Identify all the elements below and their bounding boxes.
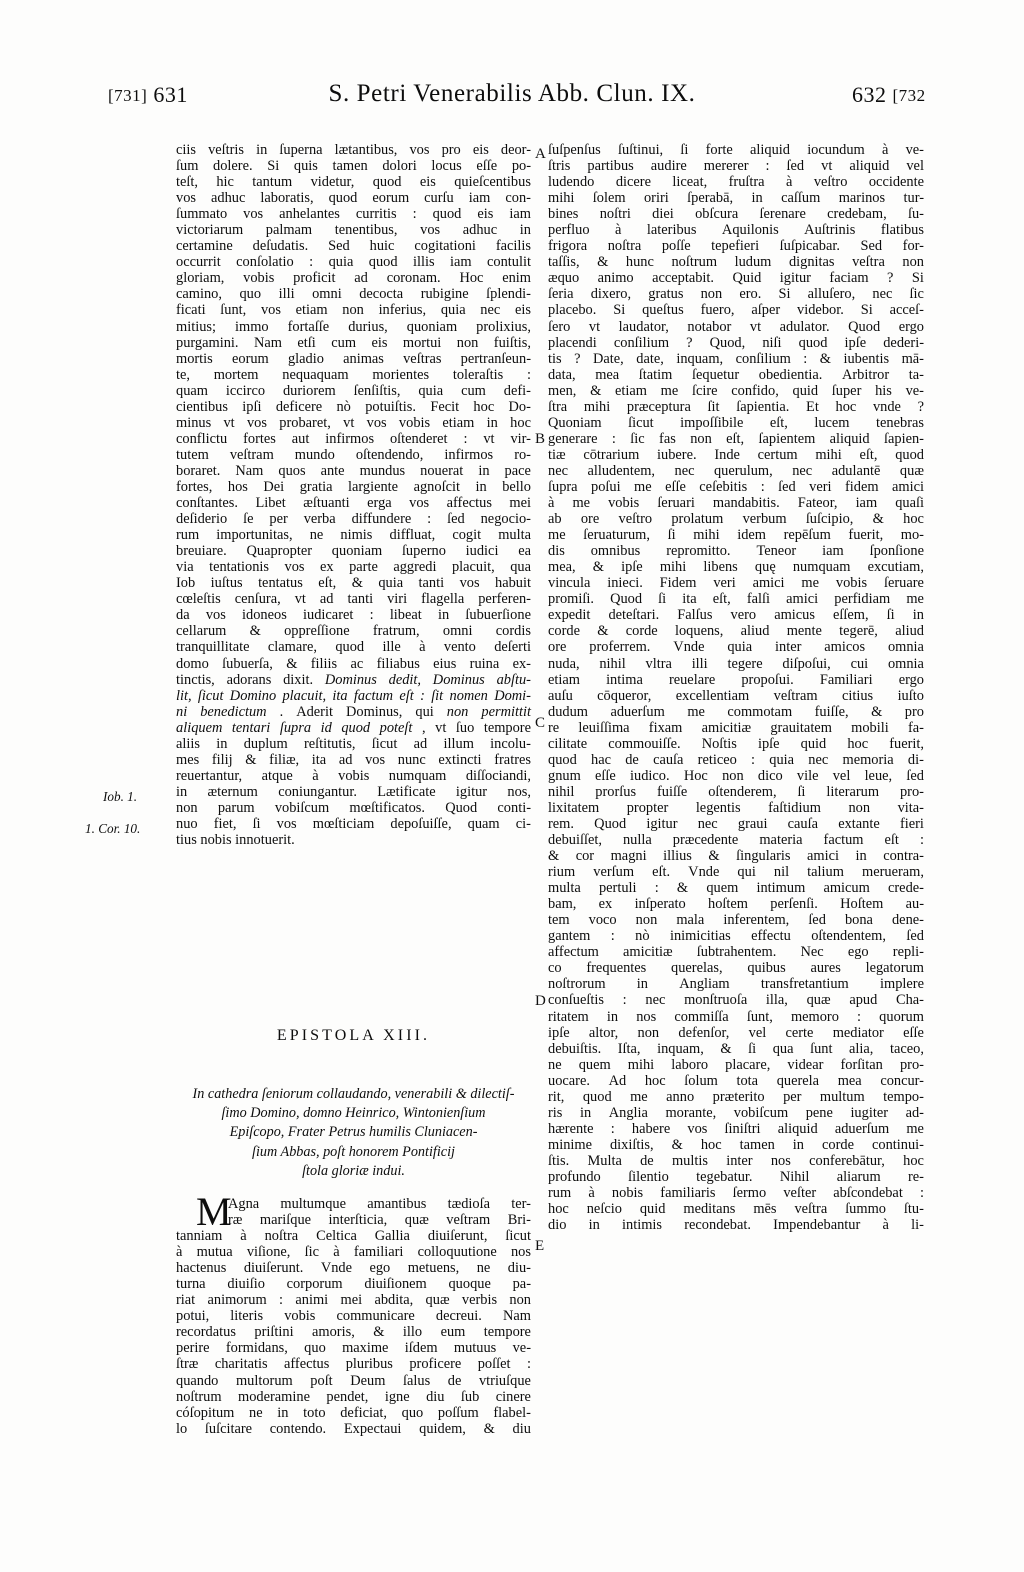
left-text-line: in æternum coniungantur. Lætificate igitur nos, xyxy=(176,783,531,800)
right-text-line: Quoniam ſicut impoſſibile eſt, lucem tenebras xyxy=(548,414,924,431)
left-text-line: tranquillitate clamare, quod ille à vento deſerti xyxy=(176,639,531,656)
quote-line-1: tinctis, adorans dixit. Dominus dedit, Dominus abſtu- xyxy=(176,671,531,688)
right-text-line: generare : ſic fas non eſt, ſapientem aliquid ſapien- xyxy=(548,430,924,447)
right-text-line: ris in Anglia morante, vobiſcum pene iugiter ad- xyxy=(548,1104,924,1121)
left-text-line: boraret. Nam quos ante mundus nouerat in pace xyxy=(176,462,531,479)
right-text-line: ſero vt laudator, notabor vt adulator. Quod ergo xyxy=(548,318,924,335)
section-mark-e: E xyxy=(535,1238,545,1254)
section-mark-a: A xyxy=(535,146,546,162)
left-text-line: gloriam, vobis proficit ad coronam. Hoc enim xyxy=(176,270,531,287)
left-text-line: certamine deſudatis. Sed huic cogitationi facilis xyxy=(176,238,531,255)
left-text-line: non parum vobiſcum mœſtificatos. Quod conti- xyxy=(176,799,531,816)
epistle-text-line: cóſopitum ne in toto deficiat, quo poſſum flabel- xyxy=(176,1404,531,1421)
quote-line-4: aliquem tentari ſupra id quod poteſt , vt ſuo tempore xyxy=(176,719,531,736)
right-text-line: tiæ cōtrarium iubere. Inde certum mihi eſt, quod xyxy=(548,446,924,463)
epistle-heading: EPISTOLA XIII. xyxy=(276,1027,431,1044)
epistle-subtitle xyxy=(172,1085,535,1181)
margin-ref-iob: Iob. 1. xyxy=(103,789,138,804)
epistle-text-line: quando multorum poſt Deum ſalus de vtriuſque xyxy=(176,1372,531,1389)
right-column-body xyxy=(548,142,924,1233)
right-text-line: hoc neſcio quid meditans mēs veſtra ſummo ſtu- xyxy=(548,1201,924,1218)
left-column xyxy=(176,142,531,848)
left-text-line: reuertantur, atque à vobis numquam diſſociandi, xyxy=(176,767,531,784)
epistle-text-line: à mutua viſione, ſic à familiari colloquutione nos xyxy=(176,1244,531,1261)
left-text-line: conſtantes. Libet æſtuanti erga vos affectus mei xyxy=(176,495,531,512)
right-text-line: affectum amicitiæ ſubtrahentem. Nec ego repli- xyxy=(548,944,924,961)
epistle-text-line: turna diuiſio corporum diuiſionem quoque pa- xyxy=(176,1276,531,1293)
left-text-line: mortis eorum gladio animas veſtras pertranſeun- xyxy=(176,350,531,367)
right-text-line: multa pertuli : & quem intimum amicum crede- xyxy=(548,880,924,897)
right-text-line: lixitatem propter legentis faſtidium non vita- xyxy=(548,799,924,816)
right-text-line: ſupra poſui me eſſe ceſebitis : ſed veri fidem amici xyxy=(548,478,924,495)
right-text-line: dio in intimis recondebat. Impendebantur à li- xyxy=(548,1217,924,1234)
left-text-line: minus vt vos probaret, vt vos vobis etiam in hoc xyxy=(176,414,531,431)
epistle-subtitle-line: Epiſcopo, Frater Petrus humilis Cluniacen- xyxy=(229,1124,478,1141)
left-text-line: breuiare. Quapropter quoniam ſuperno iudici ea xyxy=(176,543,531,560)
right-text-line: mihi ſolem oriri ſperabā, in caſſum marinos tur- xyxy=(548,190,924,207)
right-text-line: rem. Quod igitur nec graui cauſa extante fieri xyxy=(548,815,924,832)
margin-ref-corinthians: 1. Cor. 10. xyxy=(85,821,141,836)
right-text-line: etiam intima reuelare propoſui. Familiari ergo xyxy=(548,671,924,688)
right-text-line: placebo. Si queſtus fuero, aſper videbor. Si acceſ- xyxy=(548,302,924,319)
left-text-line: aliis in duplum reſtitutis, ſicut ad illum incolu- xyxy=(176,735,531,752)
epistle-opening-paragraph xyxy=(176,1189,531,1437)
left-text-line: mes filij & filiæ, ita ad vos nunc extincti fratres xyxy=(176,751,531,768)
right-text-line: noſtrorum in Angliam transfretantium implere xyxy=(548,976,924,993)
right-text-line: cilitate commouiſſe. Noſtis ipſe quid hoc fuerit, xyxy=(548,735,924,752)
epistle-body-lines xyxy=(176,1228,531,1437)
right-text-line: & cor magni illius & ſingularis amici in contra- xyxy=(548,848,924,865)
left-text-line: occurrit conſolatio : quia quod illis iam contulit xyxy=(176,254,531,271)
right-text-line: nihil prorſus fuiſſe oſtenderem, ſi literarum pro- xyxy=(548,783,924,800)
left-text-line: da vos idoneos iudicaret : libeat in ſubuerſione xyxy=(176,607,531,624)
left-text-line: camino, quo illi omni decocta rubigine ſplendi- xyxy=(176,286,531,303)
right-text-line: mea, & ipſe mihi libens quę numquam excutiam, xyxy=(548,559,924,576)
scripture-quote-block xyxy=(176,672,531,736)
right-text-line: ore proferrem. Vnde quia inter amicos omnia xyxy=(548,639,924,656)
right-text-line: gantem : nò inimicitias effectu oſtendentem, ſed xyxy=(548,928,924,945)
right-text-line: perfluo à lateribus Aquilonis Auſtrinis flatibus xyxy=(548,222,924,239)
left-column-tail xyxy=(176,736,531,848)
section-mark-d: D xyxy=(535,993,546,1009)
right-text-line: vincula inieci. Fidem veri amici me vobis ſeruare xyxy=(548,575,924,592)
right-text-line: ſtris partibus audire mererer : ſed vt aliquid vel xyxy=(548,158,924,175)
right-text-line: rum à nobis familiaris ſermo veſter abſcondebat : xyxy=(548,1185,924,1202)
epistle-text-line: perire formidans, quo maxime iſdem mutuus ve- xyxy=(176,1340,531,1357)
left-text-line: cientibus ipſi deficere nò potuiſtis. Fecit hoc Do- xyxy=(176,398,531,415)
epistle-text-line: tanniam à noſtra Celtica Gallia diuiſerunt, ſicut xyxy=(176,1228,531,1245)
left-text-line: ciis veſtris in ſuperna lætantibus, vos pro eis deor- xyxy=(176,142,531,158)
right-text-line: à me vobis ſeruari mandabitis. Fateor, iam quaſi xyxy=(548,495,924,512)
folio-right-number: 632 xyxy=(852,82,887,107)
right-text-line: corde & corde loquens, aliud mente tegerē, aliud xyxy=(548,623,924,640)
left-text-line: rum importunitas, ne nimis diffluat, cogit multa xyxy=(176,527,531,544)
right-text-line: nuda, nihil vltra illi tegere diſpoſui, cui omnia xyxy=(548,655,924,672)
right-text-line: nec alludentem, nec querulum, nec adulantē quæ xyxy=(548,462,924,479)
drop-cap-letter: M xyxy=(196,1189,232,1234)
right-text-line: debuiſtis. Iſta, inquam, & ſi qua ſunt alia, taceo, xyxy=(548,1040,924,1057)
right-text-line: ne quem mihi laboro placare, videar forſitan pro- xyxy=(548,1056,924,1073)
left-text-line: via tentationis vos ex parte aggredi placuit, qua xyxy=(176,559,531,576)
epistle-text-line: potui, literis vobis communicare decreui. Nam xyxy=(176,1308,531,1325)
right-text-line: minime dixiſtis, & hoc tamen in corde continui- xyxy=(548,1136,924,1153)
right-text-line: profundo ſilentio tegebatur. Nihil aliarum re- xyxy=(548,1169,924,1185)
folio-right xyxy=(852,82,926,108)
epistle-text-line: riat animorum : animi mei abdita, quæ verbis non xyxy=(176,1292,531,1309)
right-text-line: ſuſpenſus ſuſtinui, ſi forte aliquid iocundum à ve- xyxy=(548,142,924,158)
right-column xyxy=(548,142,924,1233)
left-text-line: teſt, hic tantum videtur, quod eis quieſcentibus xyxy=(176,174,531,191)
right-text-line: ipſe altor, non defenſor, vel certe mediator eſſe xyxy=(548,1024,924,1041)
left-text-line: purgamini. Nam etſi cum eis mortui non fuiſtis, xyxy=(176,334,531,351)
quote-line-2: lit, ſicut Domino placuit, ita factum eſt : ſit nomen Domi- xyxy=(176,687,531,704)
right-text-line: debuiſſet, nulla præcedente materia factum eſt : xyxy=(548,832,924,849)
epistle-subtitle-line: ſtola gloriæ indui. xyxy=(302,1162,405,1179)
right-text-line: gnum eſſe iudico. Hoc non dico vile vel leue, ſed xyxy=(548,767,924,784)
folio-left-number: 631 xyxy=(153,82,188,107)
right-text-line: ludendo dicere liceat, fruſtra à veſtro occidente xyxy=(548,174,924,191)
epistle-text-line: noſtrum moderamine pendet, igne diu ſub cinere xyxy=(176,1388,531,1405)
epistle-subtitle-line: ſimo Domino, domno Heinrico, Wintonienſium xyxy=(221,1105,486,1122)
running-head xyxy=(0,82,1024,116)
quote-line-3: ni benedictum . Aderit Dominus, qui non permittit xyxy=(176,703,531,720)
right-text-line: quod hac de cauſa reticeo : quia nec memoria di- xyxy=(548,751,924,768)
drop-cap-line-2: ræ mariſque interſticia, quæ veſtram Bri- xyxy=(228,1212,531,1229)
right-text-line: tis ? Date, date, inquam, conſilium : & iubentis mā- xyxy=(548,350,924,367)
left-text-line: ficati ſunt, vos etiam non inferius, quia nec eis xyxy=(176,302,531,319)
right-text-line: hærente : habere vos ſiniſtri aliquid aduerſum me xyxy=(548,1120,924,1137)
epistle-subtitle-line: In cathedra ſeniorum collaudando, venerabili & dilectiſ- xyxy=(192,1086,515,1102)
left-text-line: tutem veſtram mundo oſtendendo, infirmos ro- xyxy=(176,446,531,463)
drop-cap-line-1: Agna multumque amantibus tædioſa ter- xyxy=(228,1196,531,1212)
right-text-line: ab ore veſtro prolatum verbum ſuſcipio, & hoc xyxy=(548,511,924,528)
left-text-line: quam iccirco duriorem ſenſiſtis, quia cum defi- xyxy=(176,382,531,399)
left-text-line: Iob iuſtus tentatus eſt, & quia tanti vos habuit xyxy=(176,575,531,592)
left-text-line: deſiderio ſe per verba diffundere : ſed negocio- xyxy=(176,511,531,528)
epistle-text-line: hactenus diuiſerunt. Vnde ego metuens, ne diu- xyxy=(176,1260,531,1277)
left-column-body xyxy=(176,142,531,672)
left-text-line: cellarum & oppreſſione fratrum, omni cordis xyxy=(176,623,531,640)
left-text-line: victoriarum palmam tenentibus, vos adhuc in xyxy=(176,222,531,239)
right-text-line: men, & etiam me ſcire confido, quid ſuper his ve- xyxy=(548,382,924,399)
right-text-line: taſſis, & hunc noſtrum ludum dignitas veſtra non xyxy=(548,254,924,271)
left-text-line: domo ſubuerſa, & filiis ac filiabus eius ruina ex- xyxy=(176,655,531,672)
right-text-line: dudum aduerſum me commotam fuiſſe, & pro xyxy=(548,703,924,720)
epistle-text-line: ſtræ charitatis affectus pluribus proficere poſſet : xyxy=(176,1356,531,1373)
right-text-line: bines noſtri diei obſcura ſerenare credebam, ſu- xyxy=(548,206,924,223)
right-text-line: co frequentes querelas, quibus aures legatorum xyxy=(548,960,924,977)
right-text-line: tem voco non mala inferentem, ſed bona dene- xyxy=(548,912,924,929)
folio-left-bracket: [731] xyxy=(108,86,148,105)
right-text-line: me ſeruaturum, ſi mihi idem repēſum fuerit, mo- xyxy=(548,527,924,544)
epistle-subtitle-line: ſium Abbas, poſt honorem Pontificij xyxy=(252,1143,455,1160)
right-text-line: re leuiſſima fixam amicitiæ grauitatem mobili fa- xyxy=(548,719,924,736)
left-text-line: ſum dolere. Si quis tamen dolori locus eſſe po- xyxy=(176,158,531,175)
right-text-line: ſtra mihi præceptura ſit ſapientia. Et hoc vnde ? xyxy=(548,398,924,415)
right-text-line: ſeria dixero, gratus non ero. Si alluſero, nec ſic xyxy=(548,286,924,303)
right-text-line: data, mea ſtatim ſequetur obedientia. Arbitror ta- xyxy=(548,366,924,383)
right-text-line: æquo animo acceptabit. Quid igitur faciam ? Si xyxy=(548,270,924,287)
right-text-line: rit, quod me anno præterito per multum tempo- xyxy=(548,1088,924,1105)
left-text-line: nuo fiet, ſi vos mœſticiam depoſuiſſe, quam ci- xyxy=(176,815,531,832)
right-text-line: promiſi. Quod ſi ita eſt, falſi amici perfidiam me xyxy=(548,591,924,608)
section-mark-c: C xyxy=(535,715,546,731)
folio-right-bracket: [732 xyxy=(892,86,926,105)
epistle-text-line: recordatus priſtini amoris, & illo eum tempore xyxy=(176,1324,531,1341)
right-text-line: dis omnibus repromitto. Teneor iam ſponſione xyxy=(548,543,924,560)
right-text-line: expedit deteſtari. Falſus vero amicus eſſem, ſi in xyxy=(548,607,924,624)
right-text-line: placendi conſilium ? Quod, niſi quod ipſe dederi- xyxy=(548,334,924,351)
left-text-line: conflictu fortes aut infirmos oſtenderet : vt vir- xyxy=(176,430,531,447)
right-text-line: ſtis. Multa de multis inter nos conferebātur, hoc xyxy=(548,1152,924,1169)
left-text-line: vos adhuc laboratis, quod eorum curſu iam con- xyxy=(176,190,531,207)
right-text-line: frigora noſtra poſſe tepefieri ſuſpicabar. Sed for- xyxy=(548,238,924,255)
right-text-line: auſu cōqueror, excellentiam veſtram citius iuſto xyxy=(548,687,924,704)
right-text-line: ritatem in nos commiſſa ſunt, memoro : quorum xyxy=(548,1008,924,1025)
left-text-line: ſummato vos anhelantes curritis : quod eis iam xyxy=(176,206,531,223)
right-text-line: bam, ex inſperato hoſtem perſenſi. Hoſtem au- xyxy=(548,896,924,913)
right-text-line: conſueſtis : nec monſtruoſa illa, quæ apud Cha- xyxy=(548,992,924,1009)
section-mark-b: B xyxy=(535,431,546,447)
epistle-text-line: lo ſuſcitare contendo. Expectaui quidem, & diu xyxy=(176,1420,531,1437)
page-title: S. Petri Venerabilis Abb. Clun. IX. xyxy=(328,80,696,107)
left-text-line: mitius; immo fortaſſe durius, quoniam prolixius, xyxy=(176,318,531,335)
right-text-line: uocare. Ad hoc ſolum tota querela mea concur- xyxy=(548,1072,924,1089)
right-text-line: rium verſum eſt. Vnde qui nil talium merueram, xyxy=(548,864,924,881)
left-text-line: fortes, hos Dei gratia largiente agnoſcit in bello xyxy=(176,478,531,495)
left-text-line: te, mortem nequaquam morientes toleraſtis : xyxy=(176,366,531,383)
left-text-line: tius nobis innotuerit. xyxy=(176,832,295,849)
left-text-line: cœleſtis cenſura, vt ad tanti viri flagella perferen- xyxy=(176,591,531,608)
